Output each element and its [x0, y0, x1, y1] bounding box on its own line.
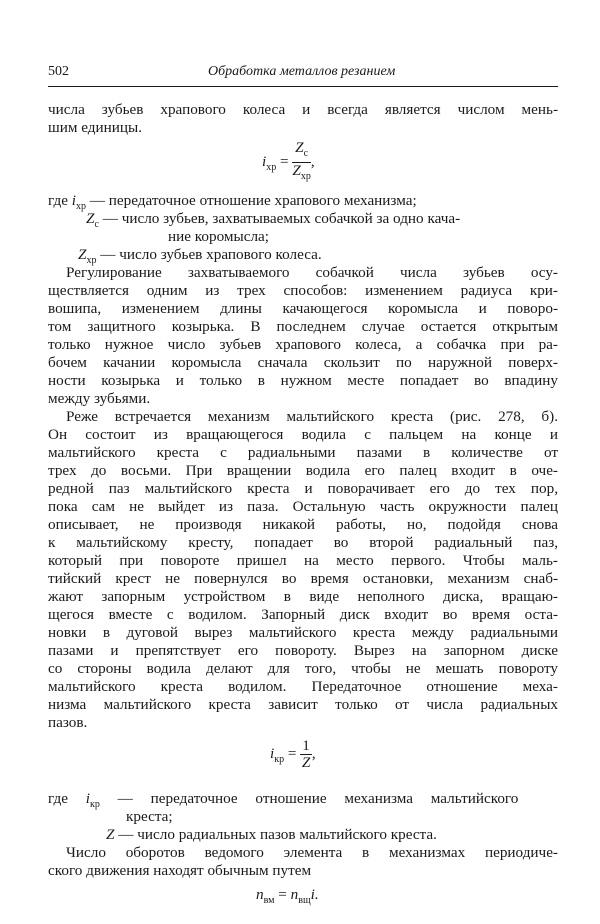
text-line: к мальтийскому кресту, попадает во второй радиальный паз,: [48, 534, 558, 551]
page-header: [48, 64, 558, 86]
def-symbol: i: [85, 790, 90, 807]
header-rule: [48, 86, 558, 87]
definition-line: [106, 826, 558, 844]
def-text: — число зубьев, захватываемых собачкой за одно кача-: [98, 210, 461, 227]
text-line: трех до восьми. При вращении водила его палец входит в оче-: [48, 462, 558, 479]
def-text: — передаточное отношение храпового механизма;: [85, 192, 417, 209]
def-text: — передаточное отношение механизма мальтийского: [99, 790, 519, 807]
fraction-denominator-sub: хр: [300, 171, 311, 183]
text-line: тийский крест не повернулся во время остановки, механизм снаб-: [48, 570, 558, 587]
running-title: Обработка металлов резанием: [208, 64, 396, 79]
formula-rhs-sub: вщ: [298, 895, 311, 907]
text-line: редной паз мальтийского креста и поворачивает его до тех пор,: [48, 480, 558, 497]
text-line: бочем качании коромысла сначала скользит по наружной поверх-: [48, 354, 558, 371]
formula-equals: =: [276, 153, 293, 171]
text-line: ществляется одним из трех способов: изменением радиуса кри-: [48, 282, 558, 299]
formula-rpm: [256, 886, 319, 906]
text-line: мальтийского креста водилом. Передаточное отношение меха-: [48, 678, 558, 695]
formula-ratchet: [262, 140, 315, 185]
formula-fraction: [300, 738, 312, 771]
formula-lhs-sub: вм: [263, 895, 275, 907]
text-line: ского движения находят обычным путем: [48, 862, 312, 879]
text-line: том защитного козырька. В последнем случае остается открытым: [48, 318, 558, 335]
formula-lhs: n: [256, 886, 264, 903]
def-symbol-sub: с: [94, 219, 99, 231]
text-line: ности козырька и только в нужном месте попадает во впадину: [48, 372, 558, 389]
text-line: мальтийского креста с радиальными пазами в количестве от: [48, 444, 558, 461]
text-line: низма мальтийского креста зависит только от числа радиальных: [48, 696, 558, 713]
formula-equals: =: [284, 744, 301, 762]
formula-equals: =: [274, 886, 291, 903]
fraction-numerator: Z: [295, 139, 304, 156]
fraction-denominator: Z: [292, 162, 301, 180]
text-line: описывает, не производя никакой работы, но, подойдя снова: [48, 516, 558, 533]
def-symbol-sub: хр: [75, 201, 86, 213]
formula-fraction: [292, 140, 310, 185]
text-line: жают запорным устройством в виде неполного диска, вращаю-: [48, 588, 558, 605]
def-prefix: где: [48, 192, 72, 209]
definition-line: креста;: [126, 808, 173, 825]
text-line: числа зубьев храпового колеса и всегда является числом мень-: [48, 101, 558, 118]
formula-punct: ,: [310, 153, 315, 171]
fraction-numerator: 1: [302, 737, 310, 754]
def-symbol-sub: кр: [89, 799, 100, 811]
text-line: Реже встречается механизм мальтийского креста (рис. 278, б).: [66, 408, 558, 425]
formula-punct: ,: [311, 744, 316, 762]
def-symbol: Z: [78, 246, 87, 263]
def-symbol: Z: [86, 210, 95, 227]
text-line: щегося вместе с водилом. Запорный диск входит во время оста-: [48, 606, 558, 623]
page-number: 502: [48, 64, 69, 79]
fraction-numerator-sub: с: [303, 148, 309, 160]
formula-var: i: [270, 744, 275, 762]
text-line: пазов.: [48, 714, 88, 731]
def-symbol: i: [71, 192, 76, 209]
formula-maltese: [270, 738, 316, 771]
formula-rhs-tail: i.: [310, 886, 319, 903]
fraction-denominator: Z: [301, 754, 311, 771]
text-line: новки в дуговой вырез мальтийского креста между радиальными: [48, 624, 558, 641]
text-line: Он состоит из вращающегося водила с пальцем на конце и: [48, 426, 558, 443]
text-line: только нужное число зубьев храпового колеса, а собачка при ра-: [48, 336, 558, 353]
text-line: пазами и препятствует его повороту. Вырез на запорном диске: [48, 642, 558, 659]
def-text: — число зубьев храпового колеса.: [96, 246, 322, 263]
text-line: Число оборотов ведомого элемента в механизмах периодиче-: [66, 844, 558, 861]
def-symbol: Z: [106, 826, 115, 843]
text-line: который при повороте пришел на место первого. Чтобы маль-: [48, 552, 558, 569]
definition-line: ние коромысла;: [168, 228, 269, 245]
text-line: пока сам не выйдет из паза. Остальную часть окружности палец: [48, 498, 558, 515]
text-line: вошипа, изменением длины качающегося коромысла и поворо-: [48, 300, 558, 317]
text-line: со стороны водила делают для того, чтобы не мешать повороту: [48, 660, 558, 677]
text-line: шим единицы.: [48, 119, 143, 136]
formula-sub: хр: [266, 162, 277, 174]
text-line: между зубьями.: [48, 390, 151, 407]
def-text: — число радиальных пазов мальтийского креста.: [114, 826, 437, 843]
formula-sub: кр: [274, 754, 285, 766]
formula-var: i: [262, 153, 267, 171]
def-prefix: где: [48, 790, 86, 807]
def-symbol-sub: хр: [86, 255, 97, 267]
text-line: Регулирование захватываемого собачкой числа зубьев осу-: [66, 264, 558, 281]
formula-rhs: n: [290, 886, 299, 903]
